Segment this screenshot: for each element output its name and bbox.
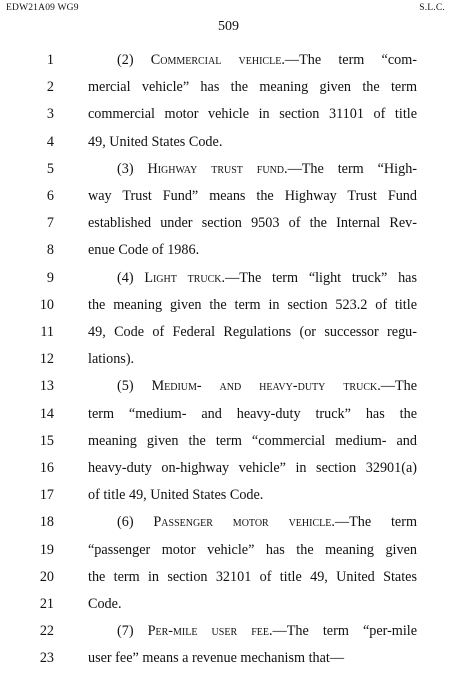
line-text-segment: —The term “com- [284, 52, 417, 68]
line-text-segment: user fee” means a revenue mechanism that— [88, 650, 345, 667]
section-heading: Light truck. [144, 269, 226, 286]
line-text-segment: the term in section 32101 of title 49, United States [88, 568, 417, 585]
text-line [0, 431, 457, 461]
text-line [0, 485, 457, 515]
text-line [0, 540, 457, 570]
line-text [88, 567, 417, 587]
line-number: 21 [39, 596, 54, 612]
section-heading: Highway trust fund. [147, 160, 288, 177]
line-text-segment: (4) [117, 269, 145, 286]
line-number: 15 [39, 432, 54, 449]
line-text [88, 458, 417, 478]
text-line [0, 648, 457, 678]
line-number: 3 [46, 106, 54, 123]
text-line [0, 594, 457, 624]
line-text-segment: lations). [88, 351, 135, 368]
text-line [0, 458, 457, 488]
line-text-segment: commercial motor vehicle in section 31101 of title [88, 106, 417, 123]
line-number: 2 [46, 79, 54, 96]
line-number: 14 [39, 405, 54, 422]
section-heading: Medium- and heavy-duty truck. [151, 378, 381, 395]
section-heading: Passenger motor vehicle. [153, 514, 335, 531]
line-text [117, 376, 417, 396]
text-line [0, 50, 457, 80]
line-text-segment: “passenger motor vehicle” has the meaning given [88, 541, 417, 558]
line-text-segment: (6) [117, 514, 154, 531]
line-text [117, 50, 417, 70]
line-text [88, 186, 417, 206]
line-number: 19 [39, 541, 54, 558]
text-line [0, 567, 457, 597]
line-text-segment: term “medium- and heavy-duty truck” has the [88, 405, 417, 422]
text-line [0, 376, 457, 406]
line-text [88, 213, 417, 233]
line-text-segment: —The term [334, 514, 417, 531]
line-text [88, 431, 417, 451]
text-line [0, 268, 457, 298]
line-text [88, 132, 417, 152]
version-label: S.L.C. [419, 3, 445, 13]
line-number: 4 [46, 133, 54, 150]
text-line [0, 159, 457, 189]
line-number: 20 [39, 568, 54, 585]
text-line [0, 104, 457, 134]
line-text [88, 594, 417, 614]
line-text [117, 159, 417, 179]
line-number: 1 [46, 52, 54, 68]
line-number: 17 [39, 487, 54, 504]
line-text [117, 621, 417, 641]
line-text-segment: (5) [117, 378, 152, 395]
line-text [88, 295, 417, 315]
line-text-segment: —The term “light truck” has [225, 269, 417, 286]
document-id: EDW21A09 WG9 [6, 3, 79, 13]
line-text-segment: enue Code of 1986. [88, 242, 200, 259]
text-line [0, 349, 457, 379]
line-text [88, 322, 417, 342]
text-line [0, 512, 457, 542]
text-line [0, 77, 457, 107]
line-number: 11 [40, 324, 54, 340]
line-text-segment: meaning given the term “commercial medium- and [88, 432, 417, 449]
line-number: 23 [39, 650, 54, 667]
text-line [0, 132, 457, 162]
text-line [0, 295, 457, 325]
line-number: 6 [46, 188, 54, 204]
line-text-segment: —The term “per-mile [272, 623, 418, 640]
line-text-segment: way Trust Fund” means the Highway Trust Fund [88, 188, 417, 204]
line-number: 10 [39, 296, 54, 313]
line-number: 22 [39, 623, 54, 640]
line-number: 9 [46, 269, 54, 286]
text-line [0, 322, 457, 352]
line-number: 18 [39, 514, 54, 531]
line-text [117, 268, 417, 288]
line-text [88, 240, 417, 260]
text-line [0, 404, 457, 434]
line-text-segment: (2) [117, 52, 151, 68]
line-number: 5 [46, 160, 54, 177]
text-line [0, 240, 457, 270]
line-number: 16 [39, 460, 54, 476]
section-heading: Per-mile user fee. [147, 623, 273, 640]
line-text [117, 512, 417, 532]
line-number: 8 [46, 242, 54, 259]
line-text-segment: (3) [117, 160, 148, 177]
line-text [88, 404, 417, 424]
line-text-segment: (7) [117, 623, 148, 640]
line-text-segment: heavy-duty on-highway vehicle” in section 32901(a) [88, 460, 417, 476]
line-text-segment: established under section 9503 of the Internal Rev- [88, 215, 417, 232]
text-line [0, 213, 457, 243]
line-text-segment: 49, Code of Federal Regulations (or successor regu- [88, 324, 417, 340]
line-number: 12 [39, 351, 54, 368]
line-text-segment: —The term “High- [287, 160, 418, 177]
line-number: 13 [39, 378, 54, 395]
page-number: 509 [218, 19, 239, 34]
line-text-segment: mercial vehicle” has the meaning given the term [88, 79, 417, 96]
line-text [88, 349, 417, 369]
line-text [88, 77, 417, 97]
line-text-segment: —The [380, 378, 418, 395]
line-text [88, 104, 417, 124]
line-text-segment: of title 49, United States Code. [88, 487, 264, 504]
line-text [88, 485, 417, 505]
line-text-segment: the meaning given the term in section 523.2 of title [88, 296, 417, 313]
line-text [88, 540, 417, 560]
line-text-segment: Code. [88, 596, 122, 612]
line-text [88, 648, 417, 668]
section-heading: Commercial vehicle. [150, 52, 285, 68]
text-line [0, 621, 457, 651]
line-number: 7 [46, 215, 54, 232]
line-text-segment: 49, United States Code. [88, 133, 223, 150]
text-line [0, 186, 457, 216]
